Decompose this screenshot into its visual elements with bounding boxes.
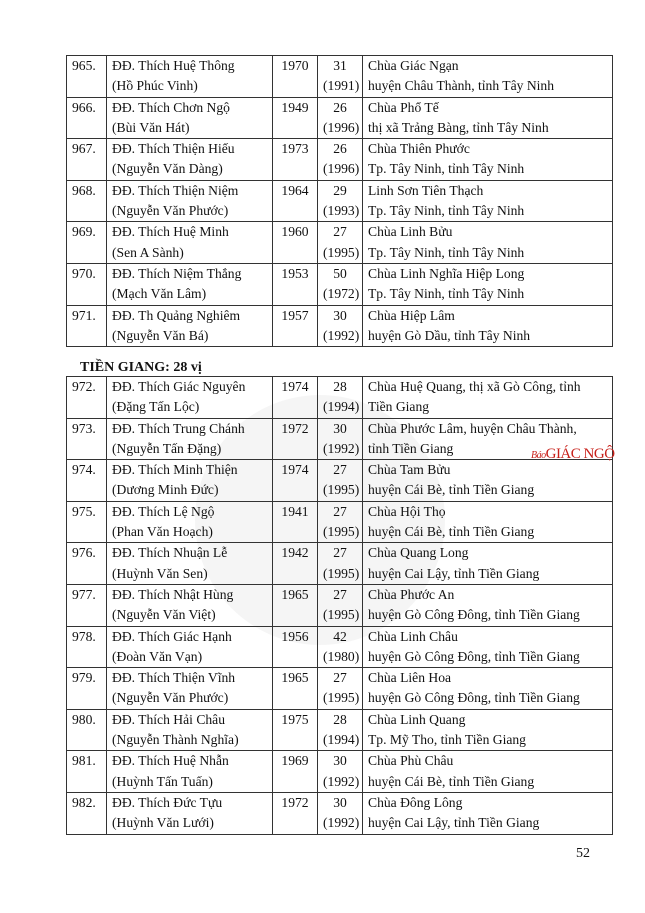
monk-name-lay-name: (Dương Minh Đức) — [112, 482, 219, 498]
monk-name-cell — [107, 222, 273, 264]
birth-year-birth: 1964 — [281, 182, 309, 198]
entry-number — [67, 418, 107, 460]
temple-cell — [363, 543, 613, 585]
birth-year-cell — [273, 501, 318, 543]
temple-location: Tp. Tây Ninh, tỉnh Tây Ninh — [368, 286, 525, 302]
entry-number-num: 982. — [72, 794, 96, 810]
vows-vows: 27 — [333, 503, 347, 519]
monk-name-name: ĐĐ. Thích Hải Châu — [112, 711, 226, 727]
monk-name-name: ĐĐ. Thích Nhuận Lễ — [112, 545, 228, 561]
temple-location: huyện Cai Lậy, tỉnh Tiền Giang — [368, 815, 540, 831]
temple-cell — [363, 626, 613, 668]
temple-location: tỉnh Tiền Giang — [368, 440, 454, 456]
temple-temple: Chùa Liên Hoa — [368, 670, 452, 686]
monk-name-name: ĐĐ. Thích Giác Nguyên — [112, 379, 246, 394]
temple-temple: Chùa Phù Châu — [368, 753, 454, 769]
vows-vow-year: (1995) — [323, 524, 360, 540]
birth-year-birth: 1957 — [281, 307, 309, 323]
temple-cell — [363, 139, 613, 181]
table-row — [67, 584, 613, 626]
birth-year-birth: 1953 — [281, 265, 309, 281]
entry-number-num: 966. — [72, 99, 96, 115]
monk-name-name: ĐĐ. Thích Huệ Nhẫn — [112, 753, 229, 769]
birth-year-cell — [273, 56, 318, 98]
temple-location: huyện Cái Bè, tỉnh Tiền Giang — [368, 773, 535, 789]
monk-name-cell — [107, 97, 273, 139]
birth-year-birth: 1975 — [281, 711, 309, 727]
vows-vow-year: (1992) — [323, 773, 360, 789]
table-row — [67, 460, 613, 502]
entry-number — [67, 792, 107, 834]
entry-number — [67, 97, 107, 139]
monk-name-lay-name: (Nguyễn Văn Việt) — [112, 607, 216, 623]
vows-vows: 30 — [333, 794, 347, 810]
birth-year-birth: 1973 — [281, 141, 309, 157]
vows-cell — [318, 792, 363, 834]
monk-name-name: ĐĐ. Thích Huệ Minh — [112, 224, 229, 240]
vows-vows: 26 — [333, 99, 347, 115]
vows-vows: 30 — [333, 307, 347, 323]
temple-cell — [363, 460, 613, 502]
vows-cell — [318, 139, 363, 181]
vows-vow-year: (1993) — [323, 203, 360, 219]
vows-cell — [318, 180, 363, 222]
temple-cell — [363, 222, 613, 264]
entry-number — [67, 263, 107, 305]
birth-year-cell — [273, 263, 318, 305]
entry-number-num: 981. — [72, 753, 96, 769]
monk-name-name: ĐĐ. Thích Thiện Hiếu — [112, 141, 235, 157]
temple-temple: Chùa Thiên Phước — [368, 141, 470, 157]
temple-location: huyện Cái Bè, tỉnh Tiền Giang — [368, 524, 535, 540]
vows-vows: 30 — [333, 753, 347, 769]
vows-cell — [318, 751, 363, 793]
vows-vows: 27 — [333, 586, 347, 602]
temple-temple: Chùa Giác Ngạn — [368, 58, 459, 73]
temple-cell — [363, 584, 613, 626]
entry-number-num: 972. — [72, 379, 96, 394]
entry-number-num: 975. — [72, 503, 96, 519]
monk-name-lay-name: (Huỳnh Văn Sen) — [112, 565, 208, 581]
temple-temple: Chùa Quang Long — [368, 545, 469, 561]
birth-year-birth: 1965 — [281, 670, 309, 686]
vows-vow-year: (1995) — [323, 565, 360, 581]
entry-number-num: 970. — [72, 265, 96, 281]
vows-vow-year: (1996) — [323, 119, 360, 135]
entry-number — [67, 460, 107, 502]
vows-vow-year: (1991) — [323, 78, 360, 94]
section-heading-tien-giang: TIỀN GIANG: 28 vị — [80, 360, 202, 375]
monk-name-cell — [107, 709, 273, 751]
temple-temple: Chùa Hiệp Lâm — [368, 307, 455, 323]
monk-name-cell — [107, 180, 273, 222]
temple-location: huyện Châu Thành, tỉnh Tây Ninh — [368, 78, 555, 94]
temple-location: Tp. Tây Ninh, tỉnh Tây Ninh — [368, 161, 525, 177]
vows-vow-year: (1994) — [323, 399, 360, 415]
vows-vow-year: (1995) — [323, 482, 360, 498]
watermark-brand-prefix: Báo — [531, 450, 546, 461]
birth-year-cell — [273, 377, 318, 419]
monk-name-lay-name: (Mạch Văn Lâm) — [112, 286, 207, 302]
table-row — [67, 377, 613, 419]
temple-location: Tp. Mỹ Tho, tỉnh Tiền Giang — [368, 732, 526, 748]
temple-cell — [363, 668, 613, 710]
monk-name-lay-name: (Đoàn Văn Vạn) — [112, 648, 203, 664]
monk-name-lay-name: (Nguyễn Thành Nghĩa) — [112, 732, 239, 748]
temple-cell — [363, 709, 613, 751]
monk-name-name: ĐĐ. Thích Đức Tựu — [112, 794, 223, 810]
table-row — [67, 626, 613, 668]
monk-name-name: ĐĐ. Thích Huệ Thông — [112, 58, 235, 73]
temple-cell — [363, 377, 613, 419]
vows-vow-year: (1980) — [323, 648, 360, 664]
monk-name-name: ĐĐ. Th Quảng Nghiêm — [112, 307, 241, 323]
birth-year-cell — [273, 792, 318, 834]
vows-vows: 27 — [333, 462, 347, 478]
temple-location: Tp. Tây Ninh, tỉnh Tây Ninh — [368, 203, 525, 219]
temple-location: huyện Gò Công Đông, tỉnh Tiền Giang — [368, 607, 580, 623]
birth-year-cell — [273, 460, 318, 502]
table-row — [67, 139, 613, 181]
vows-cell — [318, 263, 363, 305]
vows-vow-year: (1995) — [323, 607, 360, 623]
monk-name-cell — [107, 626, 273, 668]
monk-name-cell — [107, 263, 273, 305]
table-row — [67, 97, 613, 139]
monk-name-name: ĐĐ. Thích Thiện Niệm — [112, 182, 239, 198]
temple-location: huyện Gò Công Đông, tỉnh Tiền Giang — [368, 690, 580, 706]
vows-vow-year: (1995) — [323, 690, 360, 706]
vows-vows: 42 — [333, 628, 347, 644]
monk-name-name: ĐĐ. Thích Minh Thiện — [112, 462, 238, 478]
table-row — [67, 792, 613, 834]
monk-name-lay-name: (Nguyễn Văn Phước) — [112, 690, 229, 706]
vows-vows: 27 — [333, 224, 347, 240]
monk-name-name: ĐĐ. Thích Niệm Thắng — [112, 265, 242, 281]
monk-name-cell — [107, 584, 273, 626]
temple-location: Tp. Tây Ninh, tỉnh Tây Ninh — [368, 244, 525, 260]
vows-cell — [318, 626, 363, 668]
monk-name-lay-name: (Hồ Phúc Vinh) — [112, 78, 198, 94]
birth-year-cell — [273, 751, 318, 793]
entry-number — [67, 584, 107, 626]
vows-vow-year: (1992) — [323, 440, 360, 456]
birth-year-cell — [273, 97, 318, 139]
temple-temple: Linh Sơn Tiên Thạch — [368, 182, 484, 198]
temple-temple: Chùa Phước Lâm, huyện Châu Thành, — [368, 420, 577, 436]
vows-vows: 28 — [333, 711, 347, 727]
vows-cell — [318, 377, 363, 419]
entry-number-num: 967. — [72, 141, 96, 157]
monk-name-name: ĐĐ. Thích Lệ Ngộ — [112, 503, 215, 519]
monk-name-lay-name: (Nguyễn Tấn Đặng) — [112, 440, 222, 456]
temple-temple: Chùa Phổ Tế — [368, 99, 439, 115]
birth-year-birth: 1960 — [281, 224, 309, 240]
monk-name-lay-name: (Bùi Văn Hát) — [112, 119, 190, 135]
temple-temple: Chùa Hội Thọ — [368, 503, 446, 519]
birth-year-cell — [273, 626, 318, 668]
vows-cell — [318, 460, 363, 502]
monk-name-name: ĐĐ. Thích Nhật Hùng — [112, 586, 234, 602]
temple-temple: Chùa Tam Bửu — [368, 462, 451, 478]
entry-number — [67, 543, 107, 585]
page-number: 52 — [576, 846, 590, 861]
table-row — [67, 668, 613, 710]
entry-number — [67, 139, 107, 181]
birth-year-cell — [273, 418, 318, 460]
birth-year-cell — [273, 543, 318, 585]
monk-name-lay-name: (Nguyễn Văn Dàng) — [112, 161, 223, 177]
table-row — [67, 56, 613, 98]
birth-year-birth: 1942 — [281, 545, 309, 561]
birth-year-birth: 1965 — [281, 586, 309, 602]
vows-vow-year: (1996) — [323, 161, 360, 177]
birth-year-birth: 1972 — [281, 420, 309, 436]
temple-location: huyện Cai Lậy, tỉnh Tiền Giang — [368, 565, 540, 581]
monk-name-lay-name: (Huỳnh Tấn Tuấn) — [112, 773, 213, 789]
monk-name-name: ĐĐ. Thích Trung Chánh — [112, 420, 245, 436]
birth-year-cell — [273, 305, 318, 347]
watermark-brand-name: GIÁC NGỘ — [545, 446, 615, 462]
entry-number — [67, 709, 107, 751]
monk-name-lay-name: (Phan Văn Hoạch) — [112, 524, 213, 540]
vows-vows: 31 — [333, 58, 347, 73]
table-row — [67, 709, 613, 751]
birth-year-cell — [273, 668, 318, 710]
roster-table-tay-ninh — [66, 55, 613, 347]
birth-year-cell — [273, 709, 318, 751]
monk-name-name: ĐĐ. Thích Thiện Vĩnh — [112, 670, 236, 686]
temple-temple: Chùa Huệ Quang, thị xã Gò Công, tỉnh — [368, 379, 581, 394]
vows-vow-year: (1994) — [323, 732, 360, 748]
table-row — [67, 263, 613, 305]
vows-vows: 27 — [333, 545, 347, 561]
birth-year-birth: 1969 — [281, 753, 309, 769]
vows-cell — [318, 584, 363, 626]
entry-number — [67, 56, 107, 98]
entry-number-num: 976. — [72, 545, 96, 561]
vows-vow-year: (1992) — [323, 327, 360, 343]
table-row — [67, 543, 613, 585]
vows-cell — [318, 418, 363, 460]
vows-vows: 50 — [333, 265, 347, 281]
monk-name-lay-name: (Sen A Sành) — [112, 244, 184, 260]
temple-temple: Chùa Linh Nghĩa Hiệp Long — [368, 265, 525, 281]
vows-vows: 28 — [333, 379, 347, 394]
temple-location: thị xã Trảng Bàng, tỉnh Tây Ninh — [368, 119, 549, 135]
table-row — [67, 180, 613, 222]
vows-vows: 26 — [333, 141, 347, 157]
monk-name-cell — [107, 792, 273, 834]
birth-year-birth: 1970 — [281, 58, 309, 73]
monk-name-cell — [107, 418, 273, 460]
monk-name-cell — [107, 501, 273, 543]
birth-year-birth: 1974 — [281, 379, 309, 394]
vows-cell — [318, 543, 363, 585]
entry-number — [67, 180, 107, 222]
temple-temple: Chùa Phước An — [368, 586, 455, 602]
monk-name-cell — [107, 139, 273, 181]
temple-cell — [363, 501, 613, 543]
table-row — [67, 751, 613, 793]
vows-cell — [318, 709, 363, 751]
birth-year-cell — [273, 139, 318, 181]
entry-number-num: 965. — [72, 58, 96, 73]
temple-cell — [363, 305, 613, 347]
table-row — [67, 222, 613, 264]
vows-vows: 29 — [333, 182, 347, 198]
temple-cell — [363, 180, 613, 222]
birth-year-birth: 1949 — [281, 99, 309, 115]
roster-table-tien-giang — [66, 376, 613, 835]
monk-name-cell — [107, 751, 273, 793]
monk-name-cell — [107, 543, 273, 585]
temple-temple: Chùa Đông Lông — [368, 794, 463, 810]
temple-cell — [363, 56, 613, 98]
vows-vows: 30 — [333, 420, 347, 436]
monk-name-cell — [107, 56, 273, 98]
vows-cell — [318, 56, 363, 98]
entry-number-num: 977. — [72, 586, 96, 602]
vows-vows: 27 — [333, 670, 347, 686]
entry-number — [67, 377, 107, 419]
temple-cell — [363, 751, 613, 793]
temple-temple: Chùa Linh Châu — [368, 628, 458, 644]
vows-vow-year: (1992) — [323, 815, 360, 831]
temple-location: huyện Cái Bè, tỉnh Tiền Giang — [368, 482, 535, 498]
monk-name-lay-name: (Đặng Tấn Lộc) — [112, 399, 200, 415]
monk-name-cell — [107, 305, 273, 347]
entry-number — [67, 668, 107, 710]
monk-name-lay-name: (Huỳnh Văn Lưới) — [112, 815, 214, 831]
monk-name-cell — [107, 377, 273, 419]
entry-number-num: 973. — [72, 420, 96, 436]
birth-year-birth: 1941 — [281, 503, 309, 519]
vows-cell — [318, 668, 363, 710]
entry-number-num: 971. — [72, 307, 96, 323]
vows-cell — [318, 222, 363, 264]
entry-number — [67, 222, 107, 264]
vows-cell — [318, 97, 363, 139]
monk-name-lay-name: (Nguyễn Văn Bá) — [112, 327, 209, 343]
monk-name-cell — [107, 668, 273, 710]
temple-location: huyện Gò Công Đông, tỉnh Tiền Giang — [368, 648, 580, 664]
birth-year-birth: 1972 — [281, 794, 309, 810]
monk-name-name: ĐĐ. Thích Giác Hạnh — [112, 628, 232, 644]
temple-cell — [363, 263, 613, 305]
entry-number-num: 980. — [72, 711, 96, 727]
monk-name-cell — [107, 460, 273, 502]
vows-vow-year: (1995) — [323, 244, 360, 260]
entry-number — [67, 501, 107, 543]
entry-number-num: 968. — [72, 182, 96, 198]
vows-vow-year: (1972) — [323, 286, 360, 302]
birth-year-birth: 1974 — [281, 462, 309, 478]
temple-temple: Chùa Linh Bửu — [368, 224, 453, 240]
monk-name-name: ĐĐ. Thích Chơn Ngộ — [112, 99, 230, 115]
entry-number-num: 969. — [72, 224, 96, 240]
birth-year-birth: 1956 — [281, 628, 309, 644]
entry-number — [67, 626, 107, 668]
birth-year-cell — [273, 180, 318, 222]
watermark-brand-logo — [531, 446, 615, 463]
vows-cell — [318, 501, 363, 543]
temple-cell — [363, 97, 613, 139]
entry-number-num: 979. — [72, 670, 96, 686]
table-row — [67, 305, 613, 347]
temple-cell — [363, 792, 613, 834]
entry-number-num: 978. — [72, 628, 96, 644]
temple-location: Tiền Giang — [368, 399, 430, 415]
vows-cell — [318, 305, 363, 347]
entry-number — [67, 305, 107, 347]
entry-number-num: 974. — [72, 462, 96, 478]
table-row — [67, 501, 613, 543]
temple-temple: Chùa Linh Quang — [368, 711, 466, 727]
temple-location: huyện Gò Dầu, tỉnh Tây Ninh — [368, 327, 531, 343]
birth-year-cell — [273, 584, 318, 626]
birth-year-cell — [273, 222, 318, 264]
monk-name-lay-name: (Nguyễn Văn Phước) — [112, 203, 229, 219]
entry-number — [67, 751, 107, 793]
